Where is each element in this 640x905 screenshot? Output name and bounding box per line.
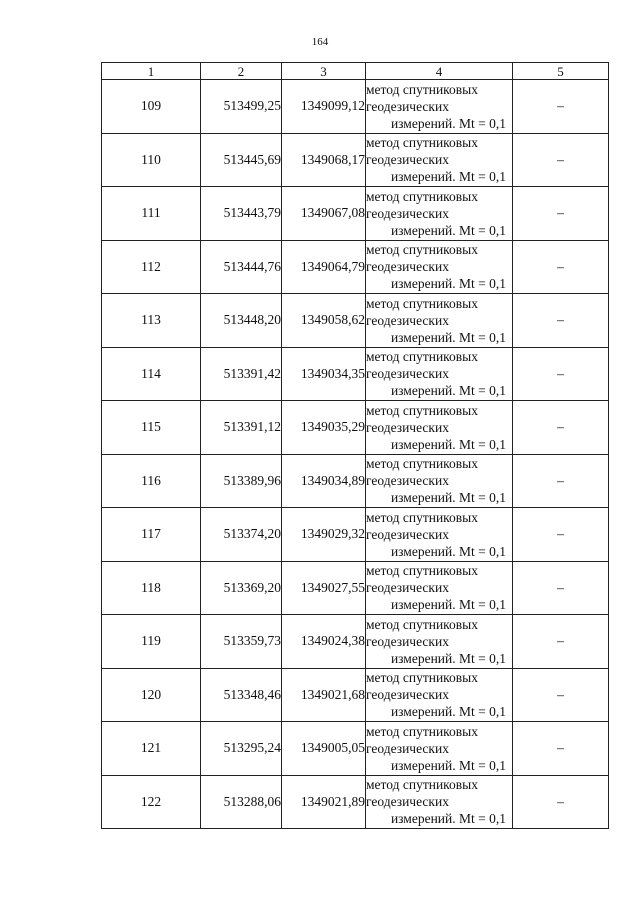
table-row xyxy=(102,561,609,615)
table-row xyxy=(102,668,609,722)
method-cell xyxy=(366,401,513,455)
table-row xyxy=(102,722,609,776)
method-text-line: метод спутниковых xyxy=(366,242,478,258)
method-text-line: измерений. Mt = 0,1 xyxy=(390,169,506,185)
page-number: 164 xyxy=(311,36,329,48)
note-cell: – xyxy=(513,454,609,508)
table-row xyxy=(102,187,609,241)
method-text-line: измерений. Mt = 0,1 xyxy=(390,704,506,720)
note-cell: – xyxy=(513,133,609,187)
x-coordinate-cell: 513389,96 xyxy=(201,454,282,508)
point-number-cell: 112 xyxy=(102,240,201,294)
note-cell: – xyxy=(513,722,609,776)
method-text-line: геодезических xyxy=(366,633,449,649)
table-header xyxy=(102,63,609,80)
note-cell: – xyxy=(513,347,609,401)
table-row xyxy=(102,347,609,401)
y-coordinate-cell: 1349024,38 xyxy=(282,615,366,669)
y-coordinate-cell: 1349064,79 xyxy=(282,240,366,294)
table-body xyxy=(102,80,609,829)
point-number-cell: 121 xyxy=(102,722,201,776)
method-cell xyxy=(366,133,513,187)
method-cell xyxy=(366,240,513,294)
x-coordinate-cell: 513444,76 xyxy=(201,240,282,294)
x-coordinate-cell: 513295,24 xyxy=(201,722,282,776)
method-text-line: геодезических xyxy=(366,580,449,596)
column-header: 3 xyxy=(282,63,366,80)
method-text-line: измерений. Mt = 0,1 xyxy=(390,329,506,345)
method-cell xyxy=(366,294,513,348)
y-coordinate-cell: 1349005,05 xyxy=(282,722,366,776)
point-number-cell: 117 xyxy=(102,508,201,562)
method-text-line: метод спутниковых xyxy=(366,456,478,472)
y-coordinate-cell: 1349067,08 xyxy=(282,187,366,241)
method-text-line: геодезических xyxy=(366,98,449,114)
method-text-line: измерений. Mt = 0,1 xyxy=(390,597,506,613)
point-number-cell: 122 xyxy=(102,775,201,829)
y-coordinate-cell: 1349099,12 xyxy=(282,80,366,134)
note-cell: – xyxy=(513,668,609,722)
method-text-line: метод спутниковых xyxy=(366,777,478,793)
point-number-cell: 111 xyxy=(102,187,201,241)
point-number-cell: 120 xyxy=(102,668,201,722)
method-text-line: измерений. Mt = 0,1 xyxy=(390,276,506,292)
method-text-line: метод спутниковых xyxy=(366,509,478,525)
column-header: 2 xyxy=(201,63,282,80)
method-text-line: метод спутниковых xyxy=(366,402,478,418)
method-text-line: измерений. Mt = 0,1 xyxy=(390,490,506,506)
method-cell xyxy=(366,775,513,829)
method-text-line: измерений. Mt = 0,1 xyxy=(390,811,506,827)
note-cell: – xyxy=(513,615,609,669)
method-text-line: геодезических xyxy=(366,526,449,542)
x-coordinate-cell: 513391,12 xyxy=(201,401,282,455)
method-text-line: измерений. Mt = 0,1 xyxy=(390,650,506,666)
x-coordinate-cell: 513348,46 xyxy=(201,668,282,722)
method-text-line: измерений. Mt = 0,1 xyxy=(390,222,506,238)
note-cell: – xyxy=(513,240,609,294)
method-text-line: метод спутниковых xyxy=(366,188,478,204)
method-cell xyxy=(366,722,513,776)
table-row xyxy=(102,454,609,508)
method-text-line: метод спутниковых xyxy=(366,563,478,579)
point-number-cell: 116 xyxy=(102,454,201,508)
method-text-line: метод спутниковых xyxy=(366,349,478,365)
method-text-line: геодезических xyxy=(366,312,449,328)
point-number-cell: 118 xyxy=(102,561,201,615)
table-row xyxy=(102,615,609,669)
x-coordinate-cell: 513443,79 xyxy=(201,187,282,241)
note-cell: – xyxy=(513,80,609,134)
method-cell xyxy=(366,454,513,508)
x-coordinate-cell: 513391,42 xyxy=(201,347,282,401)
method-text-line: геодезических xyxy=(366,740,449,756)
y-coordinate-cell: 1349027,55 xyxy=(282,561,366,615)
point-number-cell: 114 xyxy=(102,347,201,401)
note-cell: – xyxy=(513,561,609,615)
point-number-cell: 115 xyxy=(102,401,201,455)
method-text-line: измерений. Mt = 0,1 xyxy=(390,436,506,452)
header-row xyxy=(102,63,609,80)
y-coordinate-cell: 1349034,89 xyxy=(282,454,366,508)
method-text-line: геодезических xyxy=(366,259,449,275)
method-text-line: метод спутниковых xyxy=(366,135,478,151)
note-cell: – xyxy=(513,401,609,455)
method-text-line: геодезических xyxy=(366,205,449,221)
note-cell: – xyxy=(513,187,609,241)
method-text-line: метод спутниковых xyxy=(366,295,478,311)
method-text-line: геодезических xyxy=(366,419,449,435)
table-row xyxy=(102,775,609,829)
x-coordinate-cell: 513445,69 xyxy=(201,133,282,187)
method-text-line: метод спутниковых xyxy=(366,616,478,632)
method-text-line: измерений. Mt = 0,1 xyxy=(390,383,506,399)
y-coordinate-cell: 1349034,35 xyxy=(282,347,366,401)
y-coordinate-cell: 1349021,89 xyxy=(282,775,366,829)
table-row xyxy=(102,240,609,294)
x-coordinate-cell: 513374,20 xyxy=(201,508,282,562)
point-number-cell: 113 xyxy=(102,294,201,348)
note-cell: – xyxy=(513,508,609,562)
method-cell xyxy=(366,187,513,241)
method-cell xyxy=(366,508,513,562)
y-coordinate-cell: 1349029,32 xyxy=(282,508,366,562)
y-coordinate-cell: 1349035,29 xyxy=(282,401,366,455)
method-text-line: измерений. Mt = 0,1 xyxy=(390,757,506,773)
x-coordinate-cell: 513448,20 xyxy=(201,294,282,348)
method-text-line: геодезических xyxy=(366,473,449,489)
method-cell xyxy=(366,668,513,722)
note-cell: – xyxy=(513,775,609,829)
method-text-line: метод спутниковых xyxy=(366,723,478,739)
x-coordinate-cell: 513499,25 xyxy=(201,80,282,134)
coordinates-table xyxy=(101,62,609,829)
y-coordinate-cell: 1349021,68 xyxy=(282,668,366,722)
method-cell xyxy=(366,347,513,401)
note-cell: – xyxy=(513,294,609,348)
method-text-line: измерений. Mt = 0,1 xyxy=(390,543,506,559)
point-number-cell: 119 xyxy=(102,615,201,669)
method-cell xyxy=(366,615,513,669)
point-number-cell: 109 xyxy=(102,80,201,134)
table-row xyxy=(102,508,609,562)
table-row xyxy=(102,401,609,455)
table-row xyxy=(102,80,609,134)
table-row xyxy=(102,294,609,348)
method-text-line: геодезических xyxy=(366,366,449,382)
method-text-line: метод спутниковых xyxy=(366,81,478,97)
table-row xyxy=(102,133,609,187)
method-text-line: геодезических xyxy=(366,794,449,810)
method-cell xyxy=(366,80,513,134)
column-header: 1 xyxy=(102,63,201,80)
y-coordinate-cell: 1349068,17 xyxy=(282,133,366,187)
point-number-cell: 110 xyxy=(102,133,201,187)
method-text-line: измерений. Mt = 0,1 xyxy=(390,115,506,131)
y-coordinate-cell: 1349058,62 xyxy=(282,294,366,348)
x-coordinate-cell: 513359,73 xyxy=(201,615,282,669)
method-text-line: геодезических xyxy=(366,152,449,168)
method-cell xyxy=(366,561,513,615)
x-coordinate-cell: 513288,06 xyxy=(201,775,282,829)
x-coordinate-cell: 513369,20 xyxy=(201,561,282,615)
column-header: 4 xyxy=(366,63,513,80)
column-header: 5 xyxy=(513,63,609,80)
method-text-line: метод спутниковых xyxy=(366,670,478,686)
method-text-line: геодезических xyxy=(366,687,449,703)
